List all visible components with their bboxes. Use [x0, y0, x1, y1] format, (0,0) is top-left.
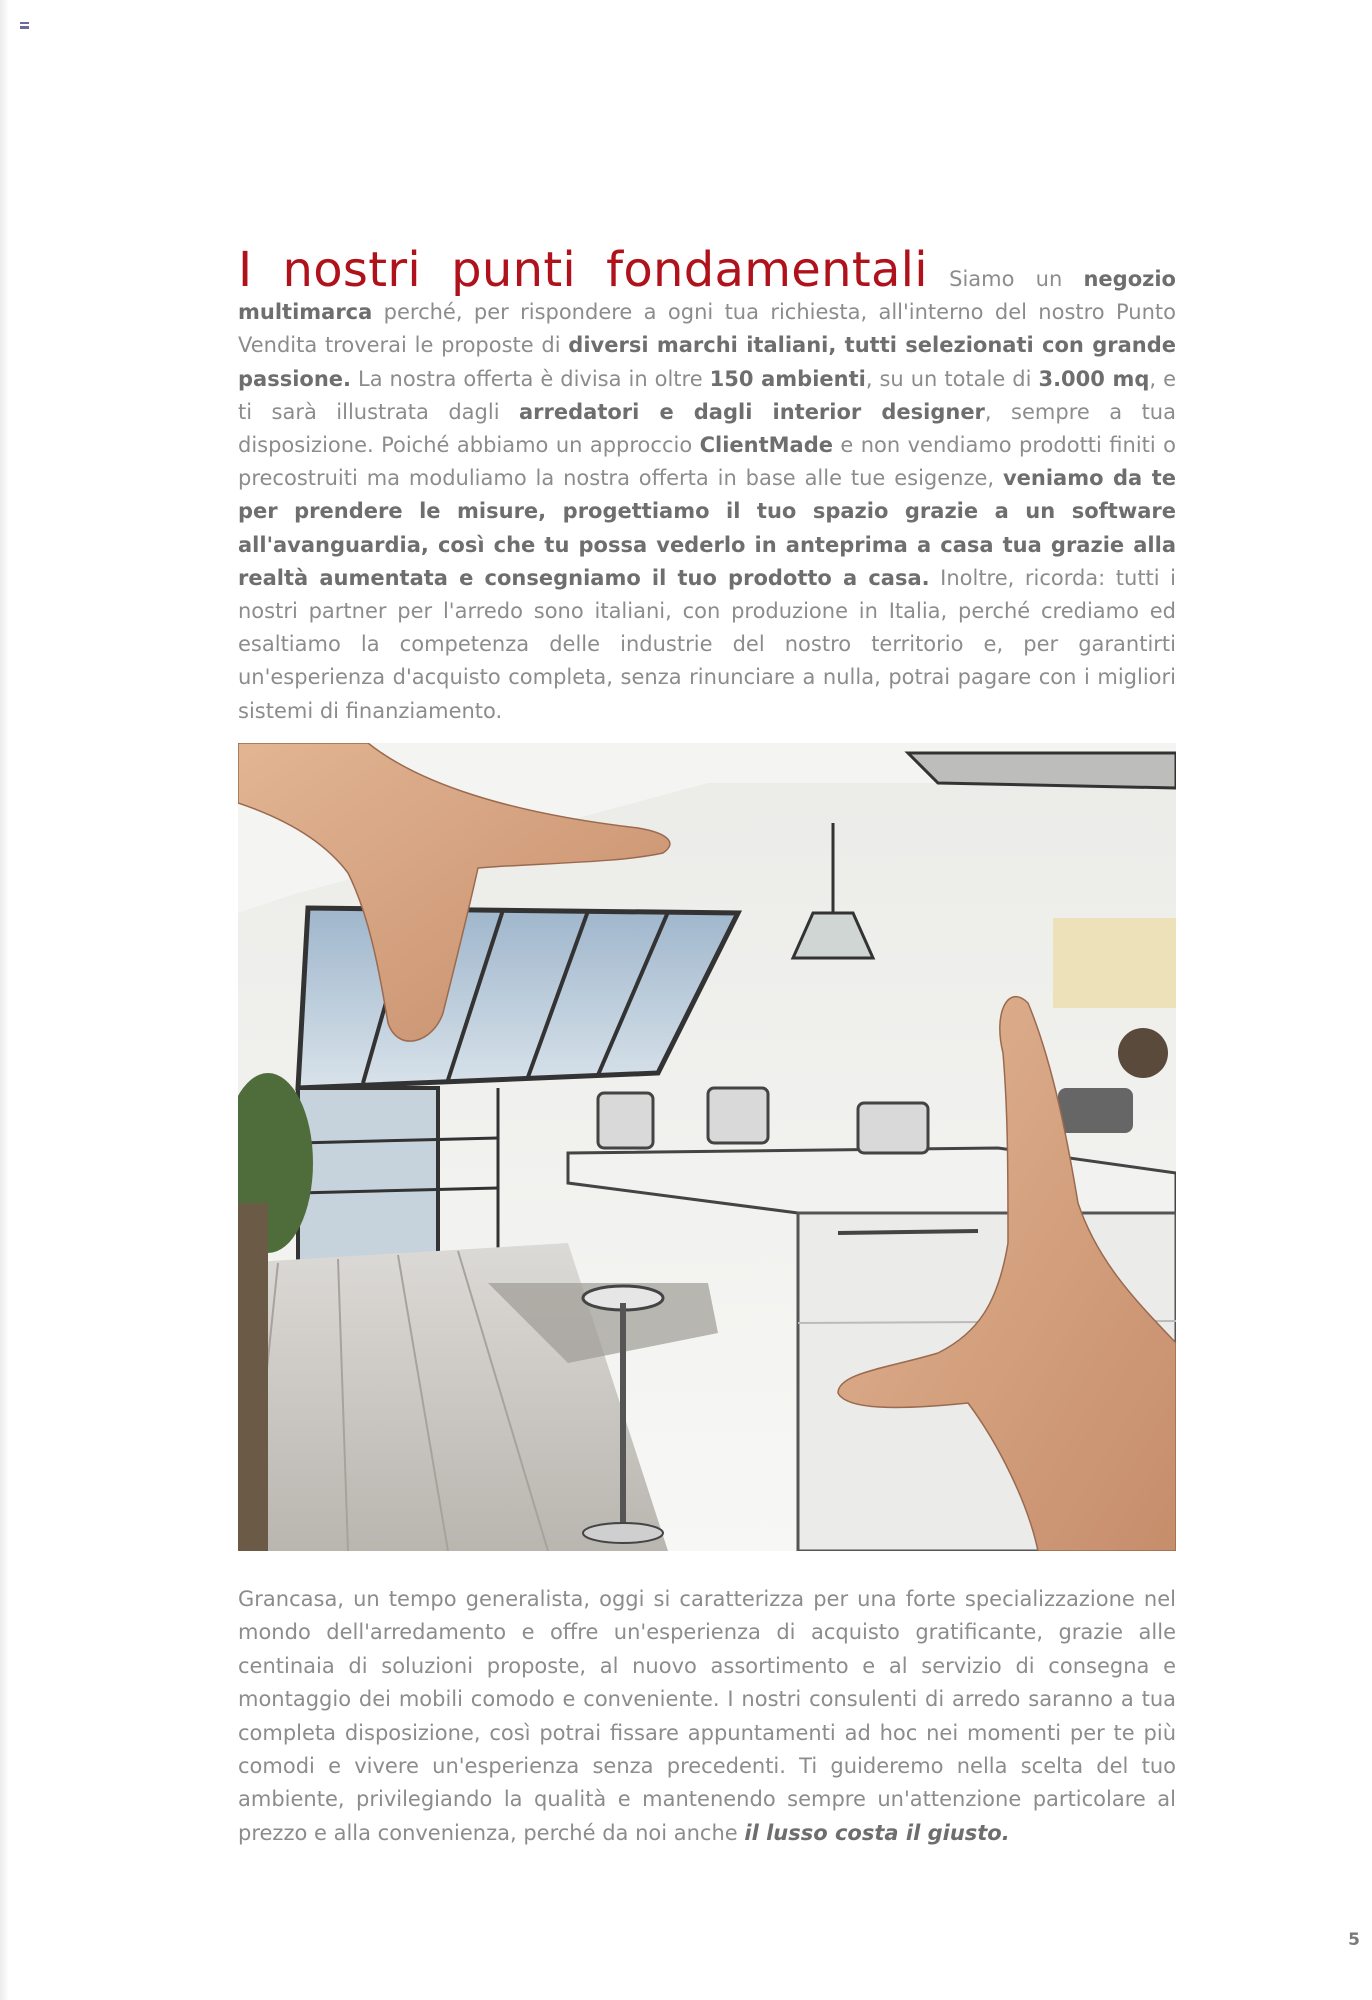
intro-highlight: arredatori e dagli interior designer: [519, 399, 985, 424]
kitchen-sketch-photo: [238, 743, 1176, 1551]
intro-highlight: diversi marchi italiani, tutti selezionati con grande passione.: [238, 333, 1176, 391]
intro-text: , su un totale di: [865, 366, 1039, 391]
intro-text: Siamo un: [927, 267, 1084, 291]
intro-highlight: 150 ambienti: [709, 366, 866, 391]
closing-text: Grancasa, un tempo generalista, oggi si caratterizza per una forte specializzazione nel mondo dell'arredamento e offre un'esperienza di acquisto gratificante, grazie alle centinaia di soluzioni proposte, al nuovo assortimento e al servizio di consegna e montaggio dei mobili comodo e conveniente. I nostri consulenti di arredo saranno a tua completa disposizione, così potrai fissare appuntamenti ad hoc nei momenti per te più comodi e vivere un'esperienza senza precedenti. Ti guideremo nella scelta del tuo ambiente, privilegiando la qualità e mantenendo sempre un'attenzione particolare al prezzo e alla convenienza, perché da noi anche: [238, 1587, 1176, 1845]
intro-highlight: ClientMade: [699, 433, 833, 458]
intro-text: La nostra offerta è divisa in oltre: [351, 366, 710, 391]
closing-slogan: il lusso costa il giusto.: [744, 1820, 1010, 1845]
menu-icon[interactable]: [20, 22, 29, 29]
closing-paragraph: [238, 1583, 1176, 1850]
page-edge-shadow: [0, 0, 9, 2000]
intro-text: , e ti sarà illustrata dagli: [238, 366, 1177, 424]
page-number: 5: [1348, 1930, 1360, 1950]
intro-text: e non vendiamo prodotti finiti o precostruiti ma moduliamo la nostra offerta in base alle tue esigenze,: [238, 433, 1176, 491]
intro-text: , sempre a tua disposizione. Poiché abbiamo un approccio: [238, 399, 1176, 458]
intro-highlight: 3.000 mq: [1038, 366, 1150, 391]
intro-highlight: negozio multimarca: [238, 267, 1176, 325]
page-title: I nostri punti fondamentali: [238, 242, 928, 298]
intro-text: Inoltre, ricorda: tutti i nostri partner per l'arredo sono italiani, con produzione in Italia, perché crediamo ed esaltiamo la competenza delle industrie del nostro territorio e, per garantirti un'esperienza d'acquisto completa, senza rinunciare a nulla, potrai pagare con i migliori sistemi di finanziamento.: [238, 565, 1176, 723]
intro-paragraph: [238, 242, 1177, 728]
intro-highlight: veniamo da te per prendere le misure, progettiamo il tuo spazio grazie a un software all'avanguardia, così che tu possa vederlo in anteprima a casa tua grazie alla realtà aumentata e consegniamo il tuo prodotto a casa.: [238, 466, 1176, 590]
intro-text: perché, per rispondere a ogni tua richiesta, all'interno del nostro Punto Vendita troverai le proposte di: [238, 300, 1176, 358]
